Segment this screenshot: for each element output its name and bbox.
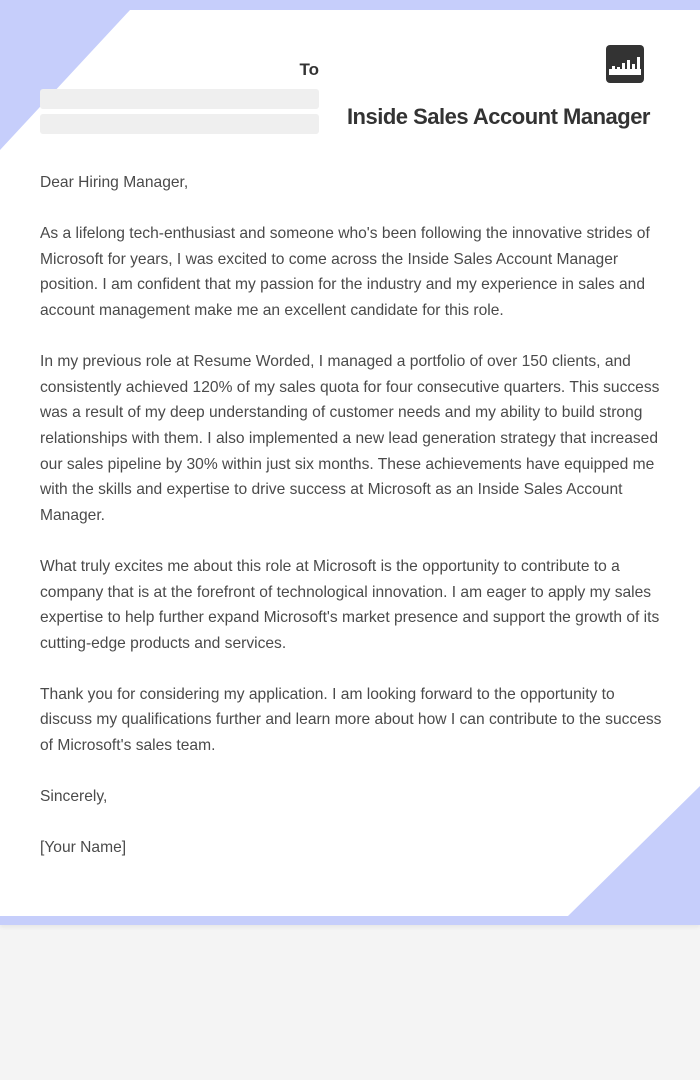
recipient-address-placeholder	[40, 114, 319, 134]
paragraph-motivation: What truly excites me about this role at Microsoft is the opportunity to contribute to a company that is at the forefront of technological innovation. I am eager to apply my sales expertise to help further expand Microsoft's market presence and support the growth of its cutting-edge products and services.	[40, 557, 660, 652]
paragraph-closing: Thank you for considering my application. I am looking forward to the opportunity to discuss my qualifications further and learn more about how I can contribute to the success of Microsoft's sales team.	[40, 685, 662, 755]
letter-body	[40, 170, 662, 887]
closing: Sincerely,	[40, 788, 108, 806]
recipient-name-placeholder	[40, 89, 319, 109]
paragraph-intro: As a lifelong tech-enthusiast and someone who's been following the innovative strides of Microsoft for years, I was excited to come across the Inside Sales Account Manager position. I am confident that my passion for the industry and my experience in sales and account management make me an excellent candidate for this role.	[40, 225, 650, 319]
salutation: Dear Hiring Manager,	[40, 174, 189, 191]
recipient-label: To	[299, 60, 319, 79]
letter-paper	[0, 10, 700, 916]
signature: [Your Name]	[40, 839, 127, 857]
building-chart-icon	[606, 45, 644, 83]
paragraph-experience: In my previous role at Resume Worded, I managed a portfolio of over 150 clients, and consistently achieved 120% of my sales quota for four consecutive quarters. This success was a result of my deep understanding of customer needs and my ability to build strong relationships with them. I also implemented a new lead generation strategy that increased our sales pipeline by 30% within just six months. These achievements have equipped me with the skills and expertise to drive success at Microsoft as an Inside Sales Account Manager.	[40, 353, 660, 524]
job-title: Inside Sales Account Manager	[346, 104, 650, 129]
